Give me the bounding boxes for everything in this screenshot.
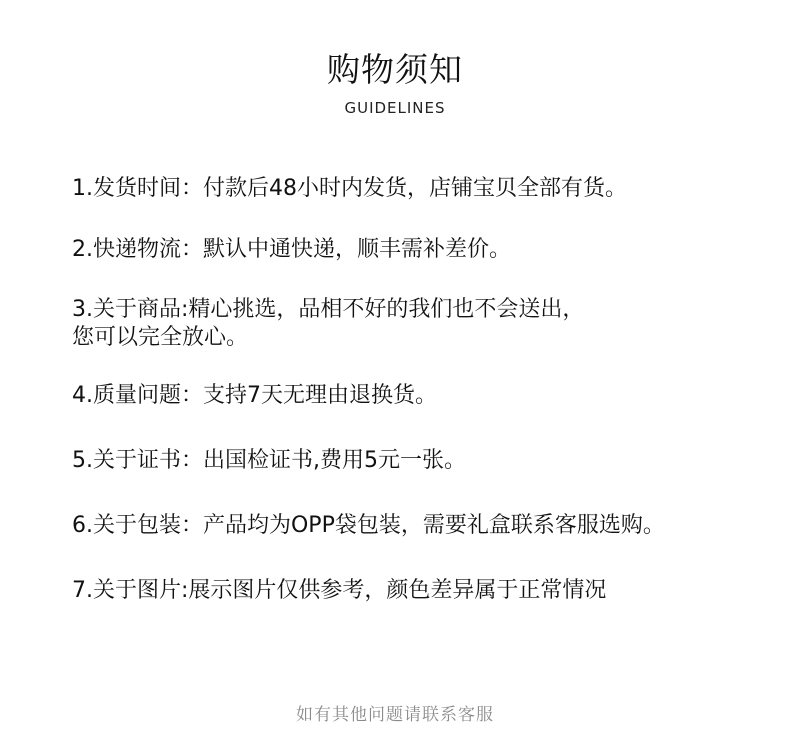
page-title: 购物须知 bbox=[327, 50, 463, 89]
guideline-text: 3.关于商品:精心挑选，品相不好的我们也不会送出， bbox=[72, 297, 585, 322]
guideline-item-certificate bbox=[72, 447, 750, 475]
guideline-item-courier bbox=[72, 236, 750, 264]
contact-footer: 如有其他问题请联系客服 bbox=[296, 705, 494, 725]
guideline-item-quality bbox=[72, 382, 750, 410]
page-subtitle: GUIDELINES bbox=[344, 99, 446, 117]
guideline-text: 1.发货时间：付款后48小时内发货，店铺宝贝全部有货。 bbox=[72, 176, 627, 201]
guideline-text: 6.关于包装：产品均为OPP袋包装，需要礼盒联系客服选购。 bbox=[72, 513, 665, 538]
guideline-text: 2.快递物流：默认中通快递，顺丰需补差价。 bbox=[72, 237, 511, 262]
guideline-item-shipping-time bbox=[72, 175, 750, 203]
guideline-text-continued: 您可以完全放心。 bbox=[72, 325, 249, 350]
guideline-text: 7.关于图片:展示图片仅供参考，颜色差异属于正常情况 bbox=[72, 578, 607, 603]
guideline-item-packaging bbox=[72, 512, 750, 540]
guideline-item-images bbox=[72, 577, 750, 605]
guideline-text: 4.质量问题：支持7天无理由退换货。 bbox=[72, 383, 437, 408]
guideline-item-products bbox=[72, 296, 750, 352]
guideline-text: 5.关于证书：出国检证书,费用5元一张。 bbox=[72, 448, 466, 473]
